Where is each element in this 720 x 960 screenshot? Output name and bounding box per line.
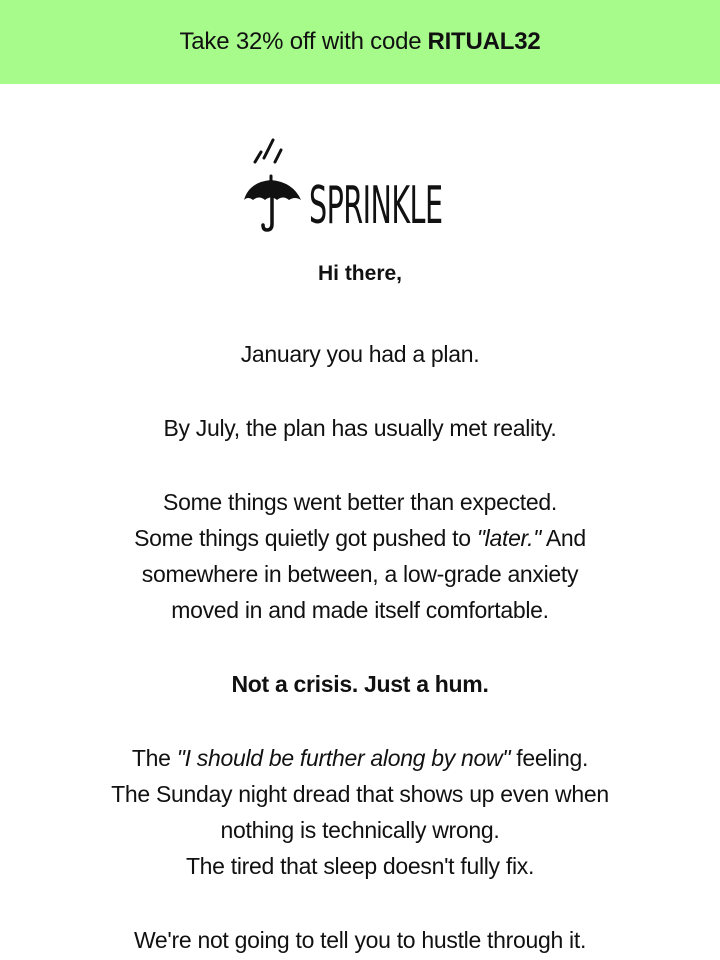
paragraph-3-line-3: somewhere in between, a low-grade anxiety — [141, 561, 579, 587]
paragraph-3-line-2-emphasis: "later." — [476, 525, 542, 551]
email-body — [0, 336, 720, 958]
paragraph-5 — [20, 740, 700, 884]
paragraph-6: We're not going to tell you to hustle through it. — [133, 927, 587, 953]
promo-code: RITUAL32 — [427, 28, 541, 55]
paragraph-3-line-2-pre: Some things quietly got pushed to — [134, 525, 477, 551]
paragraph-5-line-3: nothing is technically wrong. — [220, 817, 500, 843]
promo-banner[interactable] — [0, 0, 720, 84]
paragraph-1: January you had a plan. — [240, 341, 480, 367]
paragraph-2: By July, the plan has usually met reality. — [163, 415, 557, 441]
brand-name: SPRINKLE — [309, 176, 443, 236]
brand-logo[interactable] — [0, 134, 720, 234]
paragraph-5-line-1-post: feeling. — [510, 745, 589, 771]
paragraph-3-line-2 — [20, 520, 700, 556]
promo-text: Take 32% off with code — [179, 28, 422, 55]
paragraph-3-line-4: moved in and made itself comfortable. — [171, 597, 549, 623]
paragraph-5-line-1 — [20, 740, 700, 776]
paragraph-4: Not a crisis. Just a hum. — [231, 671, 489, 697]
paragraph-3-line-2-post: And — [541, 525, 586, 551]
greeting: Hi there, — [317, 262, 403, 285]
paragraph-5-line-4: The tired that sleep doesn't fully fix. — [185, 853, 535, 879]
paragraph-3 — [20, 484, 700, 628]
paragraph-5-line-2: The Sunday night dread that shows up even when — [111, 781, 609, 807]
paragraph-5-line-1-pre: The — [131, 745, 177, 771]
paragraph-3-line-1: Some things went better than expected. — [163, 489, 557, 515]
umbrella-rain-icon — [241, 134, 307, 234]
paragraph-5-line-1-emphasis: "I should be further along by now" — [176, 745, 511, 771]
